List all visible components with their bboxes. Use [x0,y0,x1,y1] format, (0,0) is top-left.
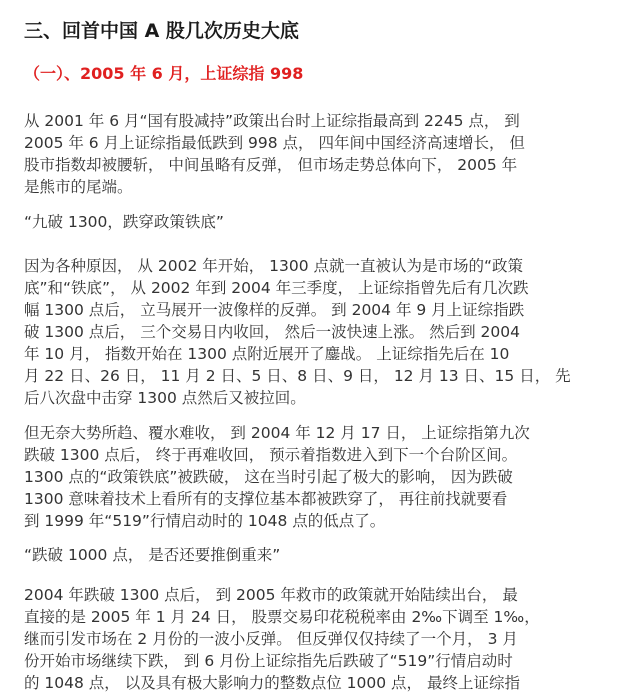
paragraph-line: 底”和“铁底”， 从 2002 年到 2004 年三季度， 上证综指曾先后有几次跌 [24,279,529,297]
paragraph-line: 年 10 月， 指数开始在 1300 点附近展开了鏖战。 上证综指先后在 10 [24,345,510,363]
paragraph-line: 1300 点的“政策铁底”被跌破， 这在当时引起了极大的影响， 因为跌破 [24,468,513,486]
paragraph [24,255,604,409]
paragraph-line: 但无奈大势所趋、覆水难收， 到 2004 年 12 月 17 日， 上证综指第九次 [24,424,530,442]
paragraph-line: 继而引发市场在 2 月份的一波小反弹。 但反弹仅仅持续了一个月， 3 月 [24,630,518,648]
paragraph-line: 到 1999 年“519”行情启动时的 1048 点的低点了。 [24,512,386,530]
paragraph-line: 跌破 1300 点后， 终于再难收回， 预示着指数进入到下一个台阶区间。 [24,446,518,464]
paragraph-line: 幅 1300 点后， 立马展开一波像样的反弹。 到 2004 年 9 月上证综指跌 [24,301,525,319]
quote-heading [24,211,604,233]
paragraph-line: 月 22 日、26 日， 11 月 2 日、5 日、8 日、9 日， 12 月 13 日、15 日， 先 [24,367,571,385]
paragraph [24,422,604,532]
paragraph [24,110,604,198]
paragraph-line: 破 1300 点后， 三个交易日内收回， 然后一波快速上涨。 然后到 2004 [24,323,520,341]
paragraph-line: 是熊市的尾端。 [24,178,133,196]
quote-heading [24,544,604,566]
paragraph-line: “九破 1300，跌穿政策铁底” [24,213,224,231]
paragraph-line: 份开始市场继续下跌， 到 6 月份上证综指先后跌破了“519”行情启动时 [24,652,513,670]
paragraph-line: 直接的是 2005 年 1 月 24 日， 股票交易印花税税率由 2‰下调至 1‰， [24,608,540,626]
paragraph-line: “跌破 1000 点， 是否还要推倒重来” [24,546,281,564]
paragraph-line: 后八次盘中击穿 1300 点然后又被拉回。 [24,389,306,407]
paragraph-line: 的 1048 点， 以及具有极大影响力的整数点位 1000 点， 最终上证综指 [24,674,520,692]
paragraph-line: 股市指数却被腰斩， 中间虽略有反弹， 但市场走势总体向下， 2005 年 [24,156,518,174]
paragraph-line: 2005 年 6 月上证综指最低跌到 998 点， 四年间中国经济高速增长， 但 [24,134,525,152]
sub-title: （一）、2005 年 6 月，上证综指 998 [24,64,304,83]
paragraph-line: 从 2001 年 6 月“国有股减持”政策出台时上证综指最高到 2245 点， 到 [24,112,520,130]
paragraph [24,584,604,694]
section-title: 三、回首中国 A 股几次历史大底 [24,20,299,42]
paragraph-line: 1300 意味着技术上看所有的支撑位基本都被跌穿了， 再往前找就要看 [24,490,508,508]
paragraph-line: 因为各种原因， 从 2002 年开始， 1300 点就一直被认为是市场的“政策 [24,257,524,275]
paragraph-line: 2004 年跌破 1300 点后， 到 2005 年救市的政策就开始陆续出台， 最 [24,586,518,604]
